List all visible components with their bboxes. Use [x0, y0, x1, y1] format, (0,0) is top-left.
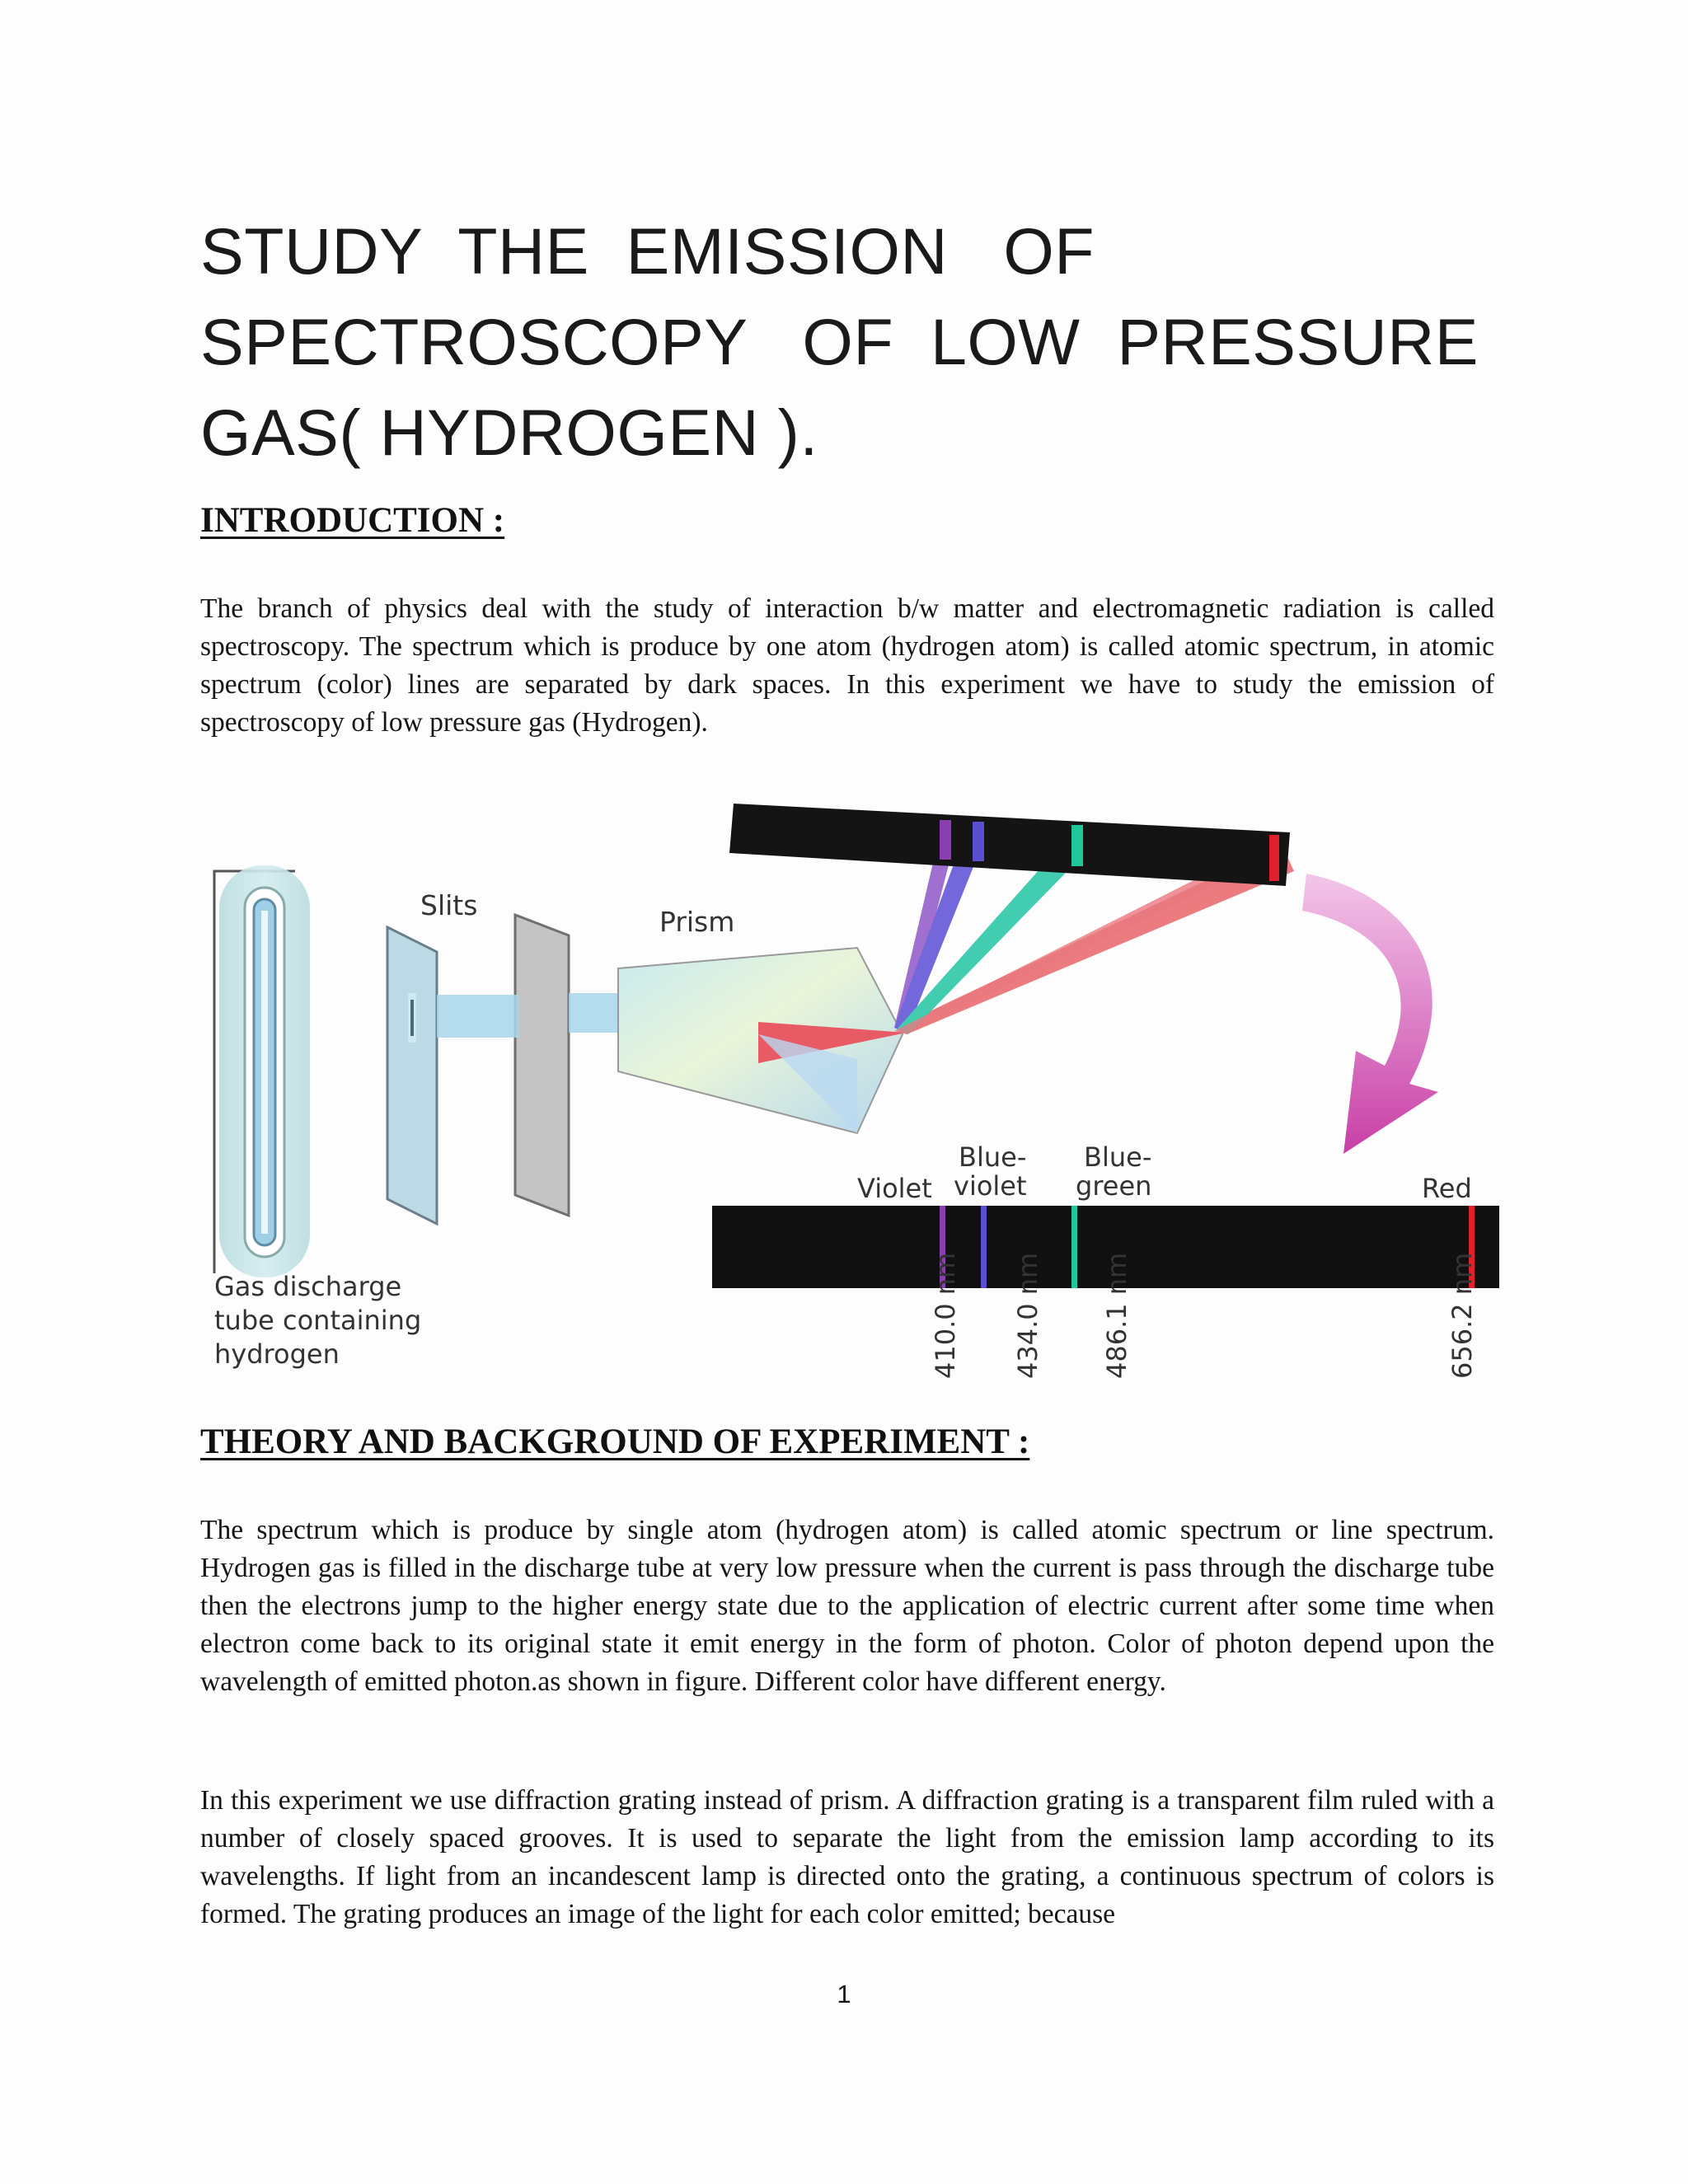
spectroscopy-figure	[198, 787, 1500, 1389]
introduction-heading: INTRODUCTION :	[200, 501, 505, 540]
label-blue-violet: Blue- violet	[954, 1141, 1027, 1202]
wavelength-label-656: 656.2 nm	[1447, 1252, 1478, 1379]
page-title	[200, 206, 1519, 478]
introduction-paragraph: The branch of physics deal with the study of interaction b/w matter and electromagnetic radiation is called spectroscopy. The spectrum which is produce by one atom (hydrogen atom) is called atomic spectrum, in atomic spectrum (color) lines are separated by dark spaces. In this experiment we have to study the emission of spectroscopy of low pressure gas (Hydrogen).	[200, 593, 1494, 738]
label-red: Red	[1422, 1173, 1472, 1204]
theory-heading: THEORY AND BACKGROUND OF EXPERIMENT :	[200, 1422, 1030, 1461]
label-violet: Violet	[857, 1173, 932, 1204]
wavelength-label-434: 434.0 nm	[1012, 1252, 1043, 1379]
prism	[569, 948, 907, 1133]
wavelength-label-410: 410.0 nm	[930, 1252, 961, 1379]
theory-paragraph-1: The spectrum which is produce by single atom (hydrogen atom) is called atomic spectrum or line spectrum. Hydrogen gas is filled in the discharge tube at very low pressure when the current is pass through the discharge tube then the electrons jump to the higher energy state due to the application of electric current after some time when electron come back to its original state it emit energy in the form of photon. Color of photon depend upon the wavelength of emitted photon.as shown in figure. Different color have different energy.	[200, 1515, 1494, 1697]
theory-paragraph-2: In this experiment we use diffraction grating instead of prism. A diffraction grating is a transparent film ruled with a number of closely spaced grooves. It is used to separate the light from the emission lamp according to its wavelengths. If light from an incandescent lamp is directed onto the grating, a continuous spectrum of colors is formed. The grating produces an image of the light for each color emitted; because	[200, 1785, 1494, 1929]
title-line-3: GAS( HYDROGEN ).	[200, 396, 818, 469]
page-number: 1	[837, 1980, 851, 2008]
title-line-1: STUDY THE EMISSION OF	[200, 214, 1095, 288]
label-blue-green: Blue- green	[1076, 1141, 1152, 1202]
title-line-2: SPECTROSCOPY OF LOW PRESSURE	[200, 305, 1479, 378]
wavelength-label-486: 486.1 nm	[1101, 1252, 1132, 1379]
gas-discharge-tube	[214, 865, 310, 1277]
slit-plates	[387, 915, 569, 1224]
spectral-line-blue-violet	[981, 1206, 987, 1288]
prism-label: Prism	[659, 906, 735, 938]
spectral-line-blue-green	[1071, 1206, 1077, 1288]
slits-label: Slits	[420, 889, 478, 921]
curved-arrow-icon	[1302, 874, 1438, 1154]
tube-label: Gas discharge tube containing hydrogen	[214, 1271, 422, 1370]
